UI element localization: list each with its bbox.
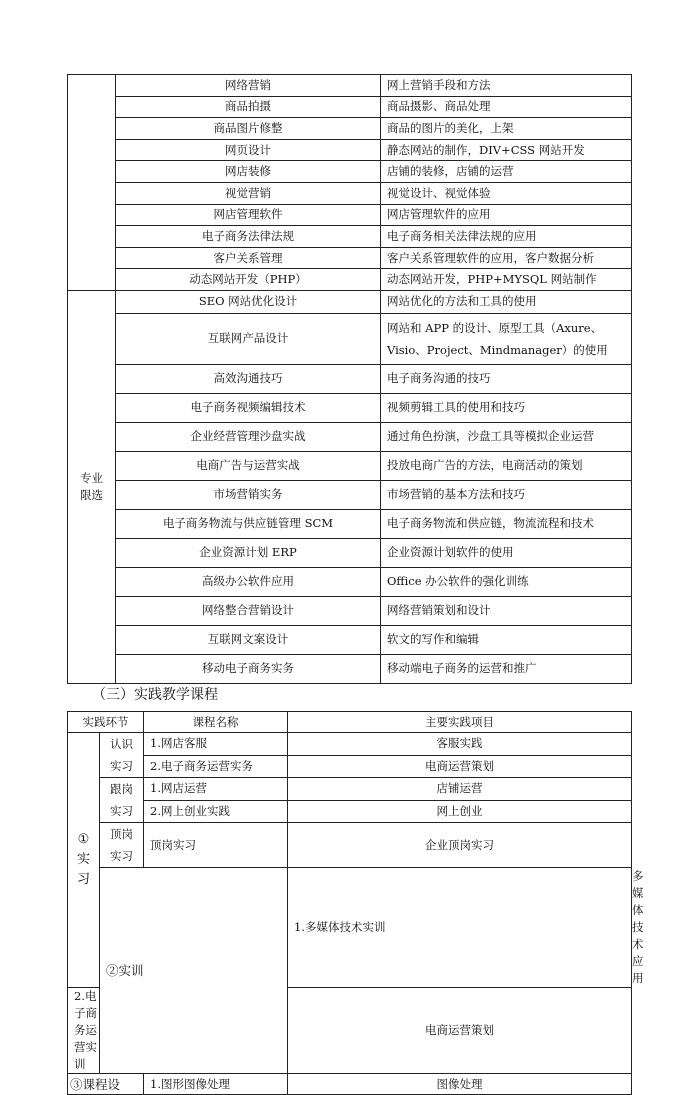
table-row: [68, 226, 632, 248]
table-row: [68, 182, 632, 204]
table-row: [68, 204, 632, 226]
practice-project: 企业顶岗实习: [288, 823, 632, 868]
course-name: 企业经营管理沙盘实战: [116, 422, 381, 451]
course-name: 电子商务物流与供应链管理 SCM: [116, 509, 381, 538]
table-row: [68, 509, 632, 538]
course-content: 电子商务沟通的技巧: [381, 364, 632, 393]
course-name: 网店装修: [116, 161, 381, 183]
course-content: 视频剪辑工具的使用和技巧: [381, 393, 632, 422]
course-content: 静态网站的制作，DIV+CSS 网站开发: [381, 139, 632, 161]
category-cell: [68, 75, 116, 291]
practice-project: 电商运营策划: [288, 988, 632, 1074]
table-row: [68, 1074, 632, 1095]
course-name: 电商广告与运营实战: [116, 451, 381, 480]
group-label: ②实训: [100, 868, 288, 1074]
table-row: [68, 290, 632, 313]
category-label-line1: 专业: [80, 470, 103, 485]
course-content: 通过角色扮演，沙盘工具等模拟企业运营: [381, 422, 632, 451]
course-content: 市场营销的基本方法和技巧: [381, 480, 632, 509]
practice-table: [67, 711, 644, 1095]
table-header-row: [68, 712, 632, 733]
course-content: 网上营销手段和方法: [381, 75, 632, 97]
sub-label: [100, 823, 144, 868]
course-content: 店铺的装修，店铺的运营: [381, 161, 632, 183]
header-cell: 课程名称: [144, 712, 288, 733]
course-content: 企业资源计划软件的使用: [381, 538, 632, 567]
group-label: ③课程设: [68, 1074, 144, 1095]
course-name: 视觉营销: [116, 182, 381, 204]
table-row: [68, 625, 632, 654]
group-label-line: ①: [77, 832, 90, 847]
course-content: 电子商务物流和供应链，物流流程和技术: [381, 509, 632, 538]
category-label-line2: 限选: [80, 487, 103, 502]
course-name: 1.图形图像处理: [144, 1074, 288, 1095]
practice-project: 店铺运营: [288, 778, 632, 801]
course-name: 1.网店运营: [144, 778, 288, 801]
sub-label-line: 顶岗: [110, 827, 133, 841]
course-name: 市场营销实务: [116, 480, 381, 509]
course-table: [67, 74, 632, 684]
table-row: [68, 96, 632, 118]
sub-label: [100, 733, 144, 778]
table-row: [68, 567, 632, 596]
course-name: 商品图片修整: [116, 118, 381, 140]
table-row: [68, 538, 632, 567]
course-content: 软文的写作和编辑: [381, 625, 632, 654]
table-row: [68, 393, 632, 422]
table-row: [68, 269, 632, 291]
sub-label-line: 实习: [110, 759, 133, 773]
category-label: [68, 290, 116, 683]
table-row: [68, 451, 632, 480]
table-row: [68, 823, 632, 868]
group-label-line: 实: [76, 852, 90, 867]
course-content: 网站和 APP 的设计、原型工具（Axure、Visio、Project、Mindmanager）的使用: [381, 313, 632, 364]
table-row: ②实训 1.多媒体技术实训 多媒体技术应用: [68, 868, 632, 988]
course-name: 互联网文案设计: [116, 625, 381, 654]
course-name: 网页设计: [116, 139, 381, 161]
course-content: 视觉设计、视觉体验: [381, 182, 632, 204]
course-name: 客户关系管理: [116, 247, 381, 269]
course-content: 移动端电子商务的运营和推广: [381, 654, 632, 683]
practice-project: 客服实践: [288, 733, 632, 756]
table-row: [68, 733, 632, 756]
course-name: 1.多媒体技术实训: [288, 868, 632, 988]
course-name: 网络整合营销设计: [116, 596, 381, 625]
table-row: [68, 75, 632, 97]
course-content: 客户关系管理软件的应用，客户数据分析: [381, 247, 632, 269]
practice-project: 图像处理: [288, 1074, 632, 1095]
table-row: [68, 755, 632, 778]
table-row: [68, 654, 632, 683]
course-content: 商品的图片的美化，上架: [381, 118, 632, 140]
header-cell: 主要实践项目: [288, 712, 632, 733]
table-row: [68, 596, 632, 625]
course-content: 网店管理软件的应用: [381, 204, 632, 226]
table-row: [68, 247, 632, 269]
table-row: [68, 161, 632, 183]
course-name: 电子商务法律法规: [116, 226, 381, 248]
group-label-line: 习: [76, 872, 90, 887]
course-content: 电子商务相关法律法规的应用: [381, 226, 632, 248]
table-row: [68, 118, 632, 140]
course-name: 动态网站开发（PHP）: [116, 269, 381, 291]
course-name: 2.网上创业实践: [144, 800, 288, 823]
course-name: 电子商务视频编辑技术: [116, 393, 381, 422]
course-name: 网店管理软件: [116, 204, 381, 226]
course-content: 网站优化的方法和工具的使用: [381, 290, 632, 313]
course-name: 网络营销: [116, 75, 381, 97]
table-row: [68, 480, 632, 509]
table-row: [68, 800, 632, 823]
course-content: 网络营销策划和设计: [381, 596, 632, 625]
section-title: （三）实践教学课程: [92, 687, 218, 703]
table-row: [68, 364, 632, 393]
practice-project: 网上创业: [288, 800, 632, 823]
table-row: [68, 313, 632, 364]
table-row: [68, 139, 632, 161]
course-content: Office 办公软件的强化训练: [381, 567, 632, 596]
course-content: 商品摄影、商品处理: [381, 96, 632, 118]
sub-label-line: 实习: [110, 849, 133, 863]
course-content: 动态网站开发，PHP+MYSQL 网站制作: [381, 269, 632, 291]
table-row: [68, 778, 632, 801]
practice-project: 电商运营策划: [288, 755, 632, 778]
course-name: 高效沟通技巧: [116, 364, 381, 393]
sub-label-line: 认识: [110, 737, 133, 751]
table-row: [68, 422, 632, 451]
group-label: [68, 733, 100, 988]
course-name: 2.电子商务运营实务: [144, 755, 288, 778]
course-name: 1.网店客服: [144, 733, 288, 756]
course-name: 企业资源计划 ERP: [116, 538, 381, 567]
course-name: 互联网产品设计: [116, 313, 381, 364]
sub-label-line: 实习: [110, 804, 133, 818]
sub-label: [100, 778, 144, 823]
course-name: 顶岗实习: [144, 823, 288, 868]
course-name: 移动电子商务实务: [116, 654, 381, 683]
course-name: 2.电子商务运营实训: [68, 988, 100, 1074]
header-cell: 实践环节: [68, 712, 144, 733]
sub-label-line: 跟岗: [110, 782, 133, 796]
course-name: 高级办公软件应用: [116, 567, 381, 596]
course-name: SEO 网站优化设计: [116, 290, 381, 313]
course-name: 商品拍摄: [116, 96, 381, 118]
course-content: 投放电商广告的方法，电商活动的策划: [381, 451, 632, 480]
